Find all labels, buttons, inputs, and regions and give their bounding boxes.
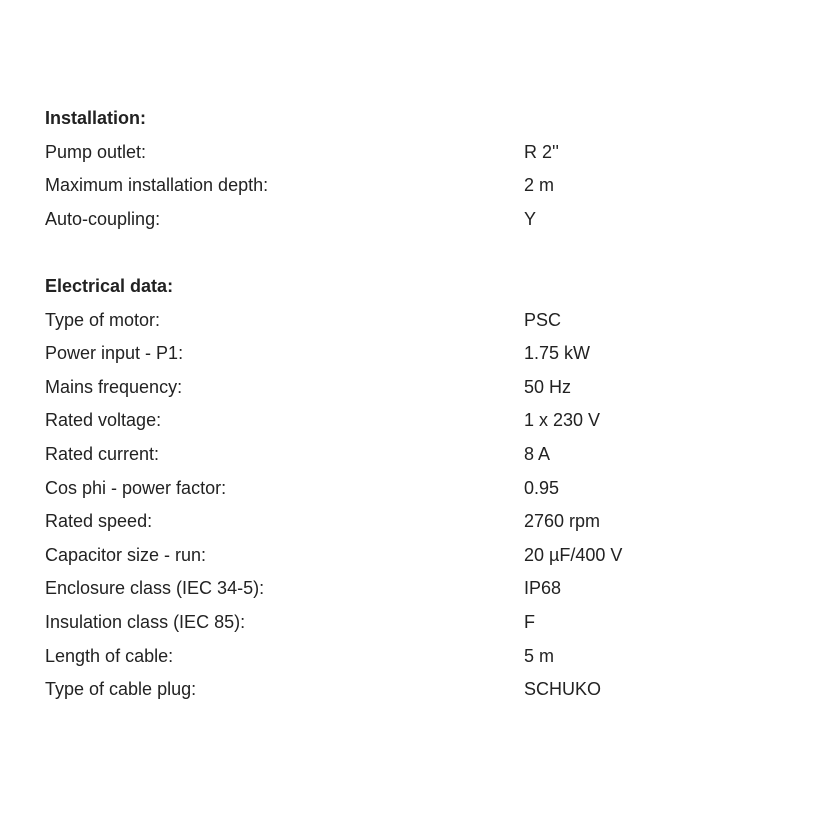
spec-label: Enclosure class (IEC 34-5):: [45, 578, 265, 599]
spec-label: Rated voltage:: [45, 410, 162, 431]
section-spacer: [45, 236, 785, 270]
spec-value: 1 x 230 V: [524, 410, 601, 431]
spec-value: 2760 rpm: [524, 511, 601, 532]
spec-label: Type of cable plug:: [45, 679, 197, 700]
spec-value: F: [524, 611, 535, 632]
electrical-section: [45, 270, 785, 707]
spec-value: PSC: [524, 309, 562, 330]
spec-row-auto-coupling: [45, 203, 785, 237]
spec-row-cable-plug: [45, 673, 785, 707]
spec-value: 20 µF/400 V: [524, 544, 623, 565]
installation-section: [45, 102, 785, 236]
spec-row-capacitor-size: [45, 539, 785, 573]
spec-row-type-of-motor: [45, 304, 785, 338]
spec-label: Capacitor size - run:: [45, 544, 207, 565]
spec-row-pump-outlet: [45, 136, 785, 170]
spec-row-mains-frequency: [45, 371, 785, 405]
spec-row-insulation-class: [45, 606, 785, 640]
spec-label: Mains frequency:: [45, 376, 183, 397]
spec-value: IP68: [524, 578, 562, 599]
spec-row-power-factor: [45, 472, 785, 506]
spec-label: Rated current:: [45, 443, 160, 464]
spec-row-rated-voltage: [45, 404, 785, 438]
spec-value: SCHUKO: [524, 679, 602, 700]
spec-row-power-input: [45, 337, 785, 371]
spec-row-rated-current: [45, 438, 785, 472]
spec-value: Y: [524, 208, 537, 229]
spec-label: Pump outlet:: [45, 141, 147, 162]
spec-value: 2 m: [524, 175, 555, 196]
spec-label: Rated speed:: [45, 511, 153, 532]
spec-value: 8 A: [524, 443, 551, 464]
spec-row-max-installation-depth: [45, 169, 785, 203]
spec-label: Maximum installation depth:: [45, 175, 269, 196]
spec-value: 1.75 kW: [524, 343, 591, 364]
electrical-heading: Electrical data:: [45, 275, 174, 296]
spec-row-length-of-cable: [45, 640, 785, 674]
spec-label: Power input - P1:: [45, 343, 184, 364]
installation-heading: Installation:: [45, 108, 147, 128]
spec-value: 0.95: [524, 477, 560, 498]
spec-label: Cos phi - power factor:: [45, 477, 227, 498]
spec-row-enclosure-class: [45, 572, 785, 606]
spec-label: Auto-coupling:: [45, 208, 161, 229]
spec-label: Insulation class (IEC 85):: [45, 611, 246, 632]
spec-value: 5 m: [524, 645, 555, 666]
spec-row-rated-speed: [45, 505, 785, 539]
spec-value: R 2'': [524, 141, 559, 162]
spec-label: Type of motor:: [45, 309, 161, 330]
spec-sheet: [45, 102, 785, 707]
spec-label: Length of cable:: [45, 645, 174, 666]
spec-value: 50 Hz: [524, 376, 572, 397]
